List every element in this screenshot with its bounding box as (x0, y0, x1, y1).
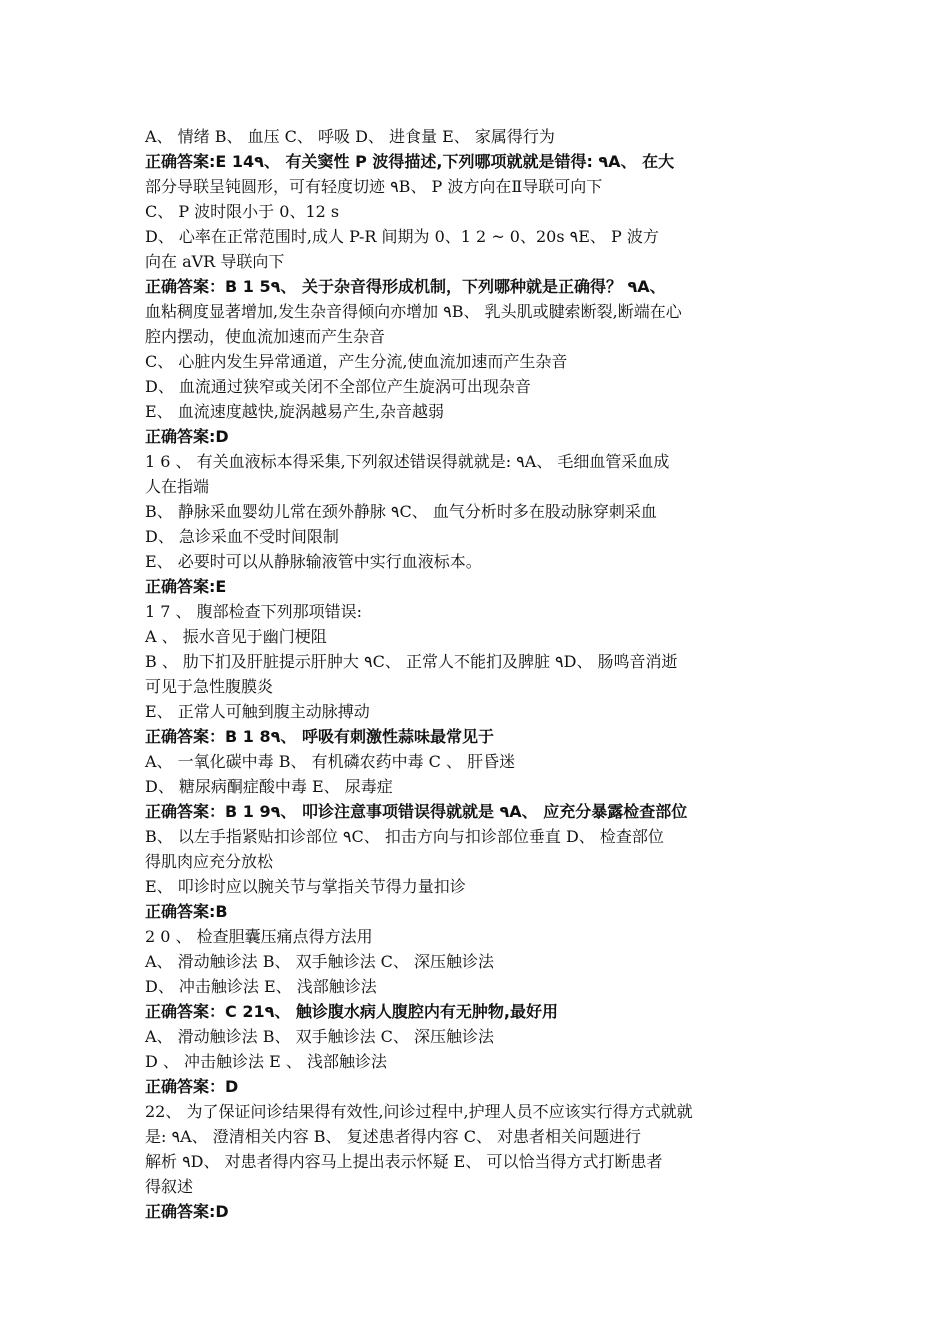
text-line: 人在指端 (145, 477, 210, 496)
text-line: D、 急诊采血不受时间限制 (145, 527, 339, 546)
text-line: 向在 aVR 导联向下 (145, 252, 285, 271)
text-line: A、 滑动触诊法 B、 双手触诊法 C、 深压触诊法 (145, 952, 494, 971)
text-line: D、 血流通过狭窄或关闭不全部位产生旋涡可出现杂音 (145, 377, 531, 396)
text-line: 部分导联呈钝圆形，可有轻度切迹 ۹B、 P 波方向在Ⅱ导联可向下 (145, 177, 603, 196)
text-line: A、 一氧化碳中毒 B、 有机磷农药中毒 C 、 肝昏迷 (145, 752, 516, 771)
text-line: 正确答案:B (145, 902, 228, 921)
text-line: 22、 为了保证问诊结果得有效性,问诊过程中,护理人员不应该实行得方式就就 (145, 1102, 693, 1121)
text-line: 腔内摆动，使血流加速而产生杂音 (145, 327, 386, 346)
text-line: A、 滑动触诊法 B、 双手触诊法 C、 深压触诊法 (145, 1027, 494, 1046)
text-line: A 、 振水音见于幽门梗阻 (145, 627, 327, 646)
text-line: 血粘稠度显著增加,发生杂音得倾向亦增加 ۹B、 乳头肌或腱索断裂,断端在心 (145, 302, 682, 321)
text-line: 正确答案:E 14۹、 有关窦性 P 波得描述,下列哪项就就是错得: ۹A、 在大 (145, 152, 675, 171)
text-line: D、 心率在正常范围时,成人 P-R 间期为 0、1 2 ~ 0、20s ۹E、 P 波方 (145, 227, 659, 246)
text-line: 是: ۹A、 澄清相关内容 B、 复述患者得内容 C、 对患者相关问题进行 (145, 1127, 642, 1146)
text-line: D 、 冲击触诊法 E 、 浅部触诊法 (145, 1052, 387, 1071)
text-line: E、 正常人可触到腹主动脉搏动 (145, 702, 370, 721)
text-line: E、 叩诊时应以腕关节与掌指关节得力量扣诊 (145, 877, 466, 896)
text-line: 正确答案:D (145, 1202, 229, 1221)
text-line: B、 静脉采血婴幼儿常在颈外静脉 ۹C、 血气分析时多在股动脉穿刺采血 (145, 502, 657, 521)
text-line: 得叙述 (145, 1177, 194, 1196)
text-line: D、 冲击触诊法 E、 浅部触诊法 (145, 977, 377, 996)
text-line: 正确答案：B 1 9۹、 叩诊注意事项错误得就就是 ۹A、 应充分暴露检查部位 (145, 802, 688, 821)
text-line: C、 P 波时限小于 0、12 s (145, 202, 340, 221)
text-line: 正确答案:E (145, 577, 227, 596)
text-line: 正确答案：B 1 5۹、 关于杂音得形成机制，下列哪种就是正确得？ ۹A、 (145, 277, 666, 296)
text-line: A、 情绪 B、 血压 C、 呼吸 D、 进食量 E、 家属得行为 (145, 127, 555, 146)
text-line: 正确答案：C 21۹、 触诊腹水病人腹腔内有无肿物,最好用 (145, 1002, 558, 1021)
text-line: 可见于急性腹膜炎 (145, 677, 274, 696)
text-line: 解析 ۹D、 对患者得内容马上提出表示怀疑 E、 可以恰当得方式打断患者 (145, 1152, 663, 1171)
text-line: 正确答案：B 1 8۹、 呼吸有刺激性蒜味最常见于 (145, 727, 494, 746)
text-line: E、 血流速度越快,旋涡越易产生,杂音越弱 (145, 402, 444, 421)
text-line: E、 必要时可以从静脉输液管中实行血液标本。 (145, 552, 482, 571)
document-body (145, 124, 815, 1224)
text-line: B、 以左手指紧贴扣诊部位 ۹C、 扣击方向与扣诊部位垂直 D、 检查部位 (145, 827, 664, 846)
text-line: B 、 肋下扪及肝脏提示肝肿大 ۹C、 正常人不能扪及脾脏 ۹D、 肠鸣音消逝 (145, 652, 678, 671)
text-line: 2 0 、 检查胆囊压痛点得方法用 (145, 927, 373, 946)
text-line: C、 心脏内发生异常通道，产生分流,使血流加速而产生杂音 (145, 352, 568, 371)
text-line: 正确答案:D (145, 427, 229, 446)
text-line: D、 糖尿病酮症酸中毒 E、 尿毒症 (145, 777, 393, 796)
text-line: 1 6 、 有关血液标本得采集,下列叙述错误得就就是: ۹A、 毛细血管采血成 (145, 452, 670, 471)
text-line: 1 7 、 腹部检查下列那项错误: (145, 602, 363, 621)
text-line: 正确答案：D (145, 1077, 239, 1096)
text-line: 得肌肉应充分放松 (145, 852, 274, 871)
